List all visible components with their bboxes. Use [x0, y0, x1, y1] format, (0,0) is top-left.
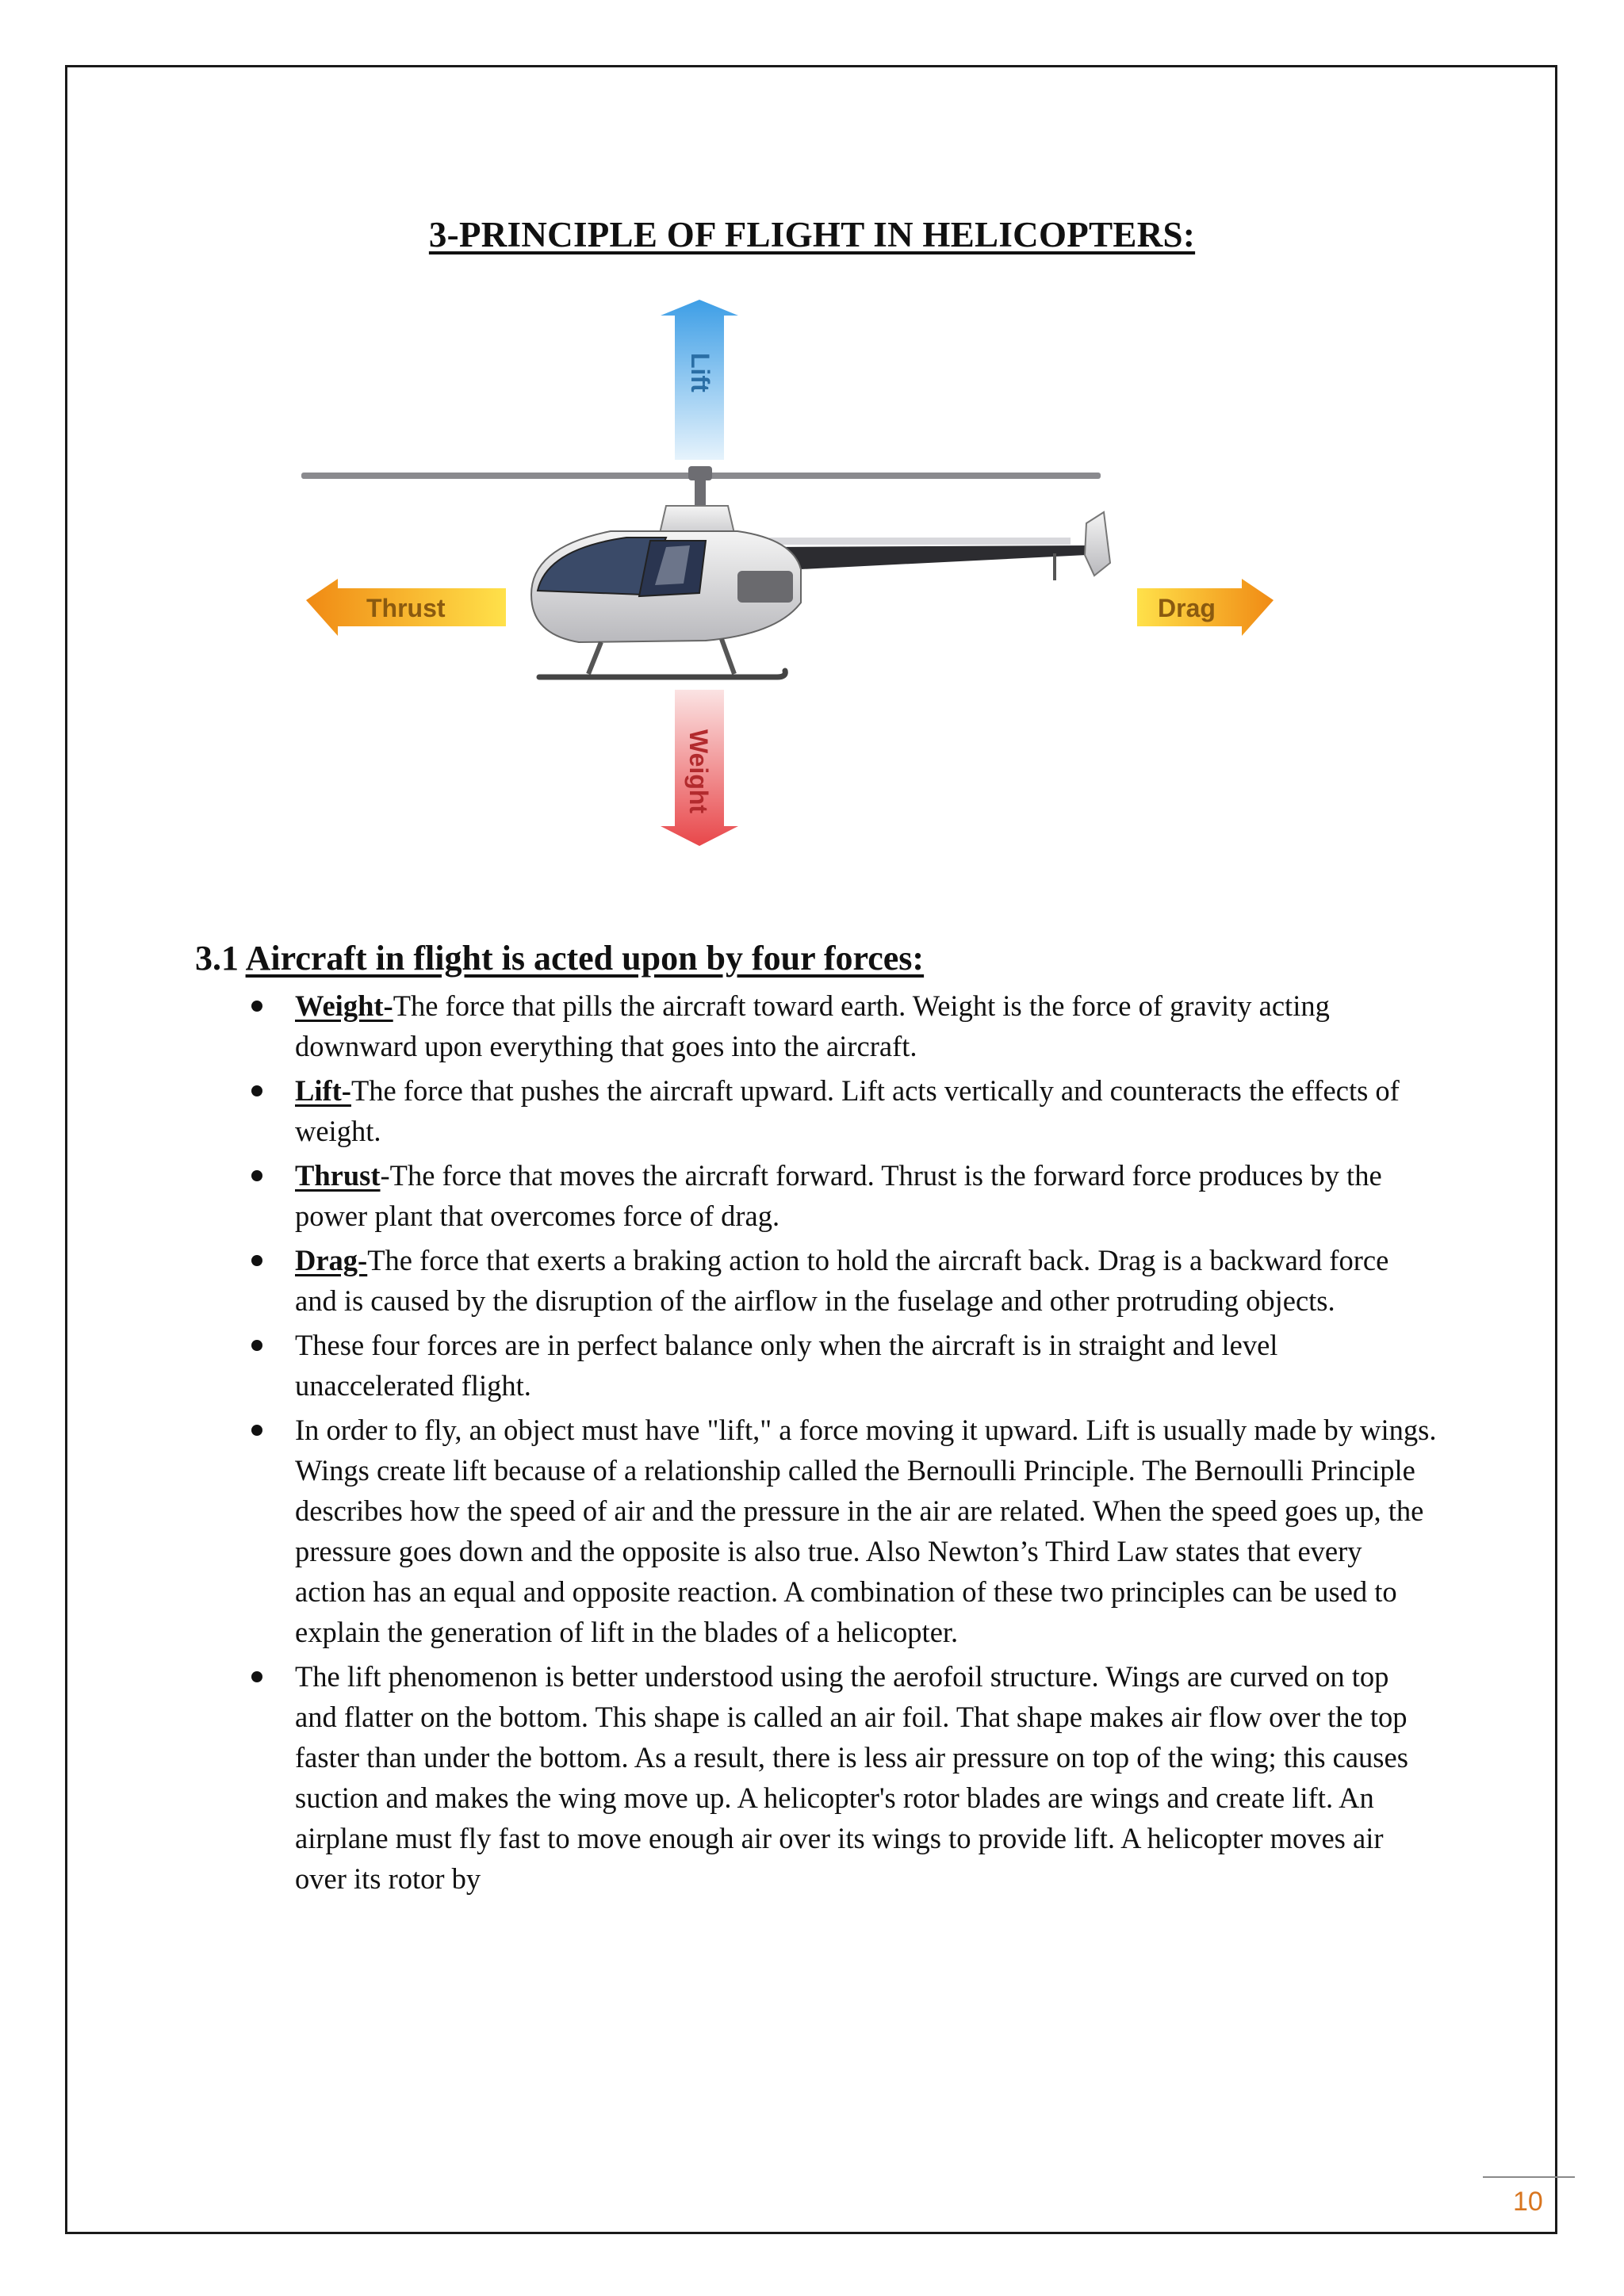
bullet-text: The force that pushes the aircraft upward. Lift acts vertically and counteracts the effects of weight.	[295, 1074, 1400, 1147]
lift-label: Lift	[686, 353, 714, 392]
weight-label: Weight	[684, 729, 713, 814]
footer-rule	[1483, 2176, 1575, 2178]
list-item	[295, 985, 1437, 1066]
list-item	[295, 1410, 1437, 1652]
page-number: 10	[1513, 2187, 1543, 2217]
helicopter-illustration	[301, 466, 1110, 677]
bullet-text: These four forces are in perfect balance only when the aircraft is in straight and level unaccelerated flight.	[295, 1329, 1278, 1402]
bullet-term: Lift-	[295, 1074, 351, 1107]
helicopter-forces-figure	[293, 293, 1308, 864]
thrust-arrow	[306, 579, 506, 636]
bullet-text: -The force that moves the aircraft forward. Thrust is the forward force produces by the power plant that overcomes force of drag.	[295, 1159, 1382, 1232]
list-item	[295, 1155, 1437, 1236]
bullet-term: Weight-	[295, 989, 393, 1022]
lift-arrow	[661, 298, 738, 461]
bullet-text: The force that pills the aircraft toward earth. Weight is the force of gravity acting downward upon everything that goes into the aircraft.	[295, 989, 1330, 1062]
drag-arrow	[1137, 579, 1274, 636]
bullet-term: Drag-	[295, 1244, 368, 1276]
section-heading	[195, 938, 924, 978]
drag-label: Drag	[1158, 594, 1216, 622]
weight-arrow	[661, 690, 738, 846]
list-item	[295, 1240, 1437, 1321]
bullet-text: The lift phenomenon is better understood using the aerofoil structure. Wings are curved on top and flatter on the bottom. This shape is called an air foil. That shape makes air flow over the top faster than under the bottom. As a result, there is less air pressure on top of the wing; this causes suction and makes the wing move up. A helicopter's rotor blades are wings and create lift. An airplane must fly fast to move enough air over its wings to provide lift. A helicopter moves air over its rotor by	[295, 1660, 1408, 1895]
list-item	[295, 1070, 1437, 1151]
section-heading-text: Aircraft in flight is acted upon by four forces:	[245, 938, 925, 978]
section-number: 3.1	[195, 938, 239, 978]
bullet-text: In order to fly, an object must have "lift," a force moving it upward. Lift is usually made by wings. Wings create lift because of a relationship called the Bernoulli Principle. The Bernoulli Principle describes how the speed of air and the pressure in the air are related. When the speed goes up, the pressure goes down and the opposite is also true. Also Newton’s Third Law states that every action has an equal and opposite reaction. A combination of these two principles can be used to explain the generation of lift in the blades of a helicopter.	[295, 1414, 1437, 1648]
list-item	[295, 1656, 1437, 1899]
forces-bullet-list	[295, 985, 1437, 1903]
thrust-label: Thrust	[366, 594, 446, 622]
list-item	[295, 1325, 1437, 1406]
bullet-term: Thrust	[295, 1159, 381, 1192]
bullet-text: The force that exerts a braking action to hold the aircraft back. Drag is a backward force and is caused by the disruption of the airflow in the fuselage and other protruding objects.	[295, 1244, 1389, 1317]
page-title: 3-PRINCIPLE OF FLIGHT IN HELICOPTERS:	[428, 215, 1196, 255]
